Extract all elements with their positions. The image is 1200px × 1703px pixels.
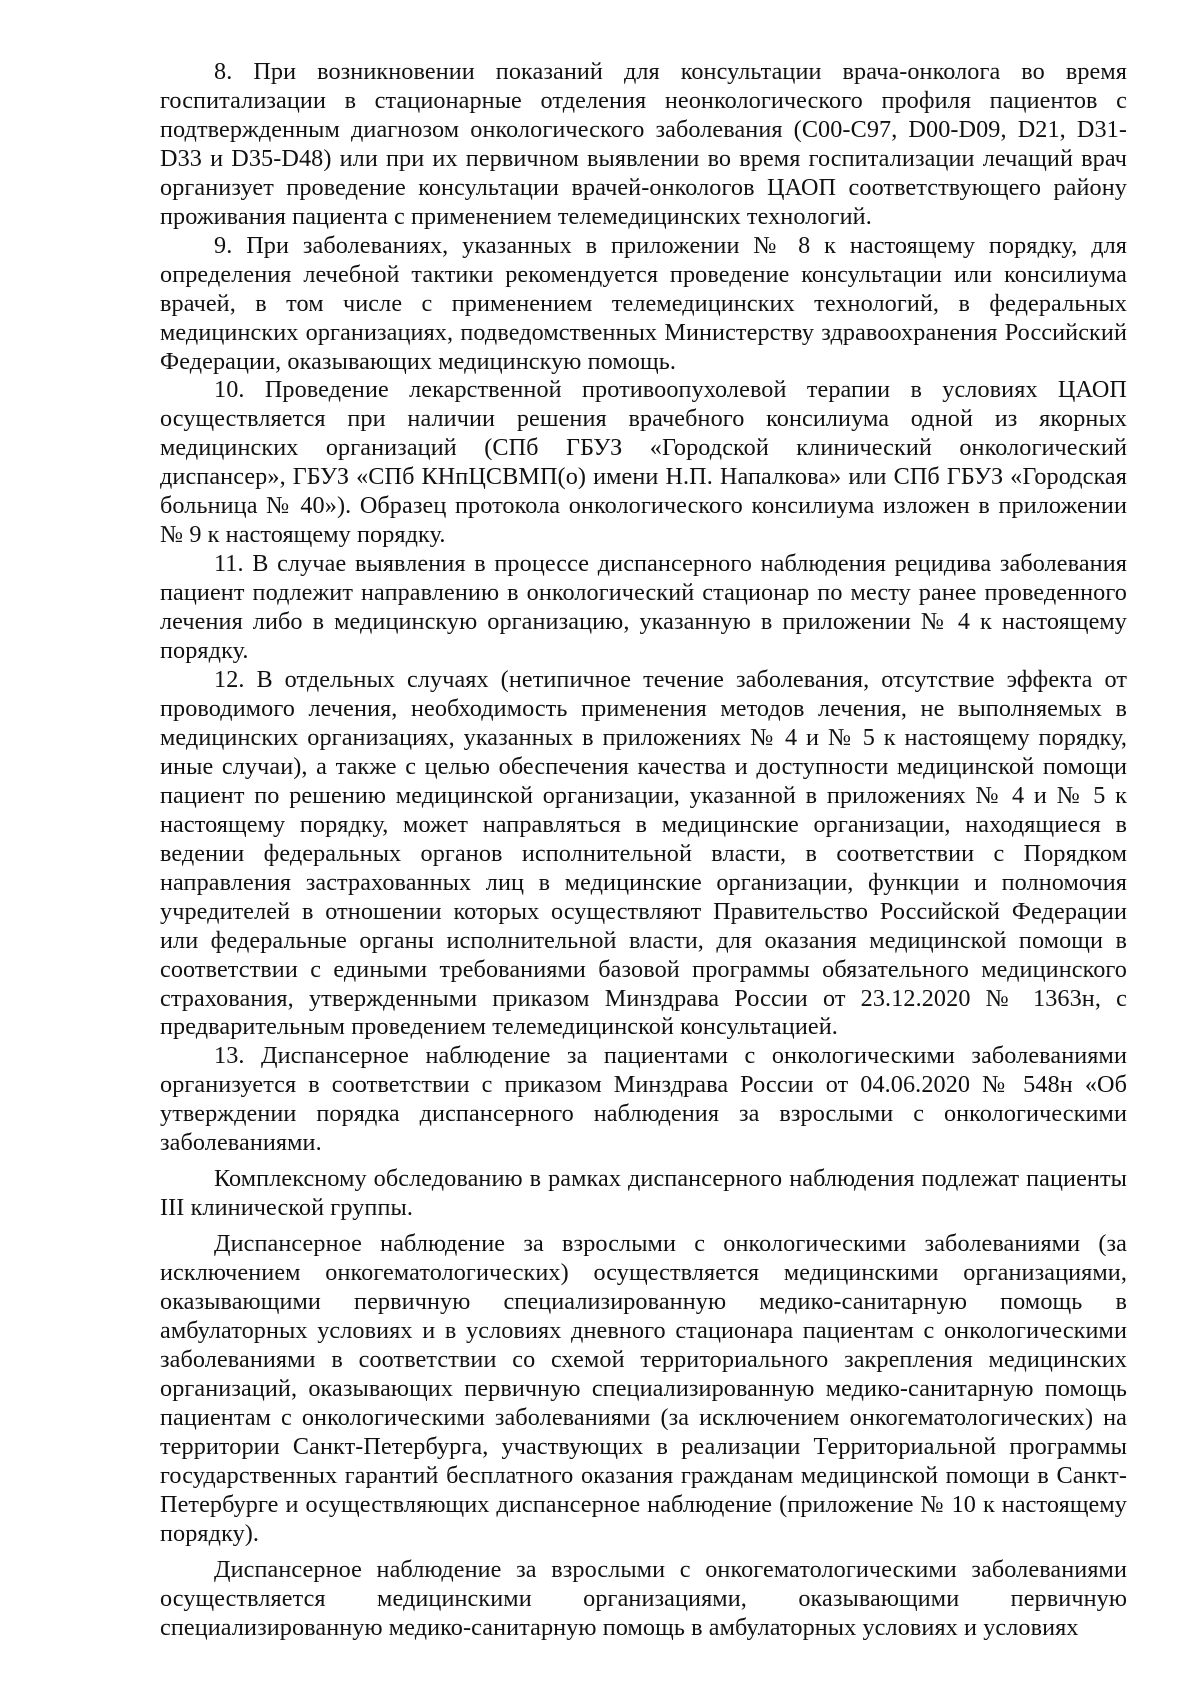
paragraph-dispensary-oncohematology: Диспансерное наблюдение за взрослыми с онкогематологическими заболеваниями осуществляется медицинскими организациями, оказывающими первичную специализированную медико-санитарную помощь в амбулаторных условиях и условиях bbox=[160, 1555, 1127, 1641]
document-page bbox=[160, 58, 1127, 1642]
paragraph-10: 10. Проведение лекарственной противоопухолевой терапии в условиях ЦАОП осуществляется при наличии решения врачебного консилиума одной из якорных медицинских организаций (СПб ГБУЗ «Городской клинический онкологический диспансер», ГБУЗ «СПб КНпЦСВМП(о) имени Н.П. Напалкова» или СПб ГБУЗ «Городская больница № 40»). Образец протокола онкологического консилиума изложен в приложении № 9 к настоящему порядку. bbox=[160, 376, 1127, 549]
paragraph-comprehensive-exam: Комплексному обследованию в рамках диспансерного наблюдения подлежат пациенты III клинической группы. bbox=[160, 1165, 1127, 1222]
paragraph-dispensary-oncology: Диспансерное наблюдение за взрослыми с онкологическими заболеваниями (за исключением онкогематологических) осуществляется медицинскими организациями, оказывающими первичную специализированную медико-санитарную помощь в амбулаторных условиях и в условиях дневного стационара пациентам с онкологическими заболеваниями в соответствии со схемой территориального закрепления медицинских организаций, оказывающих первичную специализированную медико-санитарную помощь пациентам с онкологическими заболеваниями (за исключением онкогематологических) на территории Санкт-Петербурга, участвующих в реализации Территориальной программы государственных гарантий бесплатного оказания гражданам медицинской помощи в Санкт-Петербурге и осуществляющих диспансерное наблюдение (приложение № 10 к настоящему порядку). bbox=[160, 1230, 1127, 1547]
paragraph-12: 12. В отдельных случаях (нетипичное течение заболевания, отсутствие эффекта от проводимого лечения, необходимость применения методов лечения, не выполняемых в медицинских организациях, указанных в приложениях № 4 и № 5 к настоящему порядку, иные случаи), а также с целью обеспечения качества и доступности медицинской помощи пациент по решению медицинской организации, указанной в приложениях № 4 и № 5 к настоящему порядку, может направляться в медицинские организации, находящиеся в ведении федеральных органов исполнительной власти, в соответствии с Порядком направления застрахованных лиц в медицинские организации, функции и полномочия учредителей в отношении которых осуществляют Правительство Российской Федерации или федеральные органы исполнительной власти, для оказания медицинской помощи в соответствии с едиными требованиями базовой программы обязательного медицинского страхования, утвержденными приказом Минздрава России от 23.12.2020 № 1363н, с предварительным проведением телемедицинской консультацией. bbox=[160, 666, 1127, 1041]
paragraph-8: 8. При возникновении показаний для консультации врача-онколога во время госпитализации в стационарные отделения неонкологического профиля пациентов с подтвержденным диагнозом онкологического заболевания (С00-С97, D00-D09, D21, D31-D33 и D35-D48) или при их первичном выявлении во время госпитализации лечащий врач организует проведение консультации врачей-онкологов ЦАОП соответствующего району проживания пациента с применением телемедицинских технологий. bbox=[160, 58, 1127, 230]
paragraph-11: 11. В случае выявления в процессе диспансерного наблюдения рецидива заболевания пациент подлежит направлению в онкологический стационар по месту ранее проведенного лечения либо в медицинскую организацию, указанную в приложении № 4 к настоящему порядку. bbox=[160, 550, 1127, 665]
paragraph-9: 9. При заболеваниях, указанных в приложении № 8 к настоящему порядку, для определения лечебной тактики рекомендуется проведение консультации или консилиума врачей, в том числе с применением телемедицинских технологий, в федеральных медицинских организациях, подведомственных Министерству здравоохранения Российский Федерации, оказывающих медицинскую помощь. bbox=[160, 231, 1127, 375]
paragraph-13: 13. Диспансерное наблюдение за пациентами с онкологическими заболеваниями организуется в соответствии с приказом Минздрава России от 04.06.2020 № 548н «Об утверждении порядка диспансерного наблюдения за взрослыми с онкологическими заболеваниями. bbox=[160, 1042, 1127, 1157]
